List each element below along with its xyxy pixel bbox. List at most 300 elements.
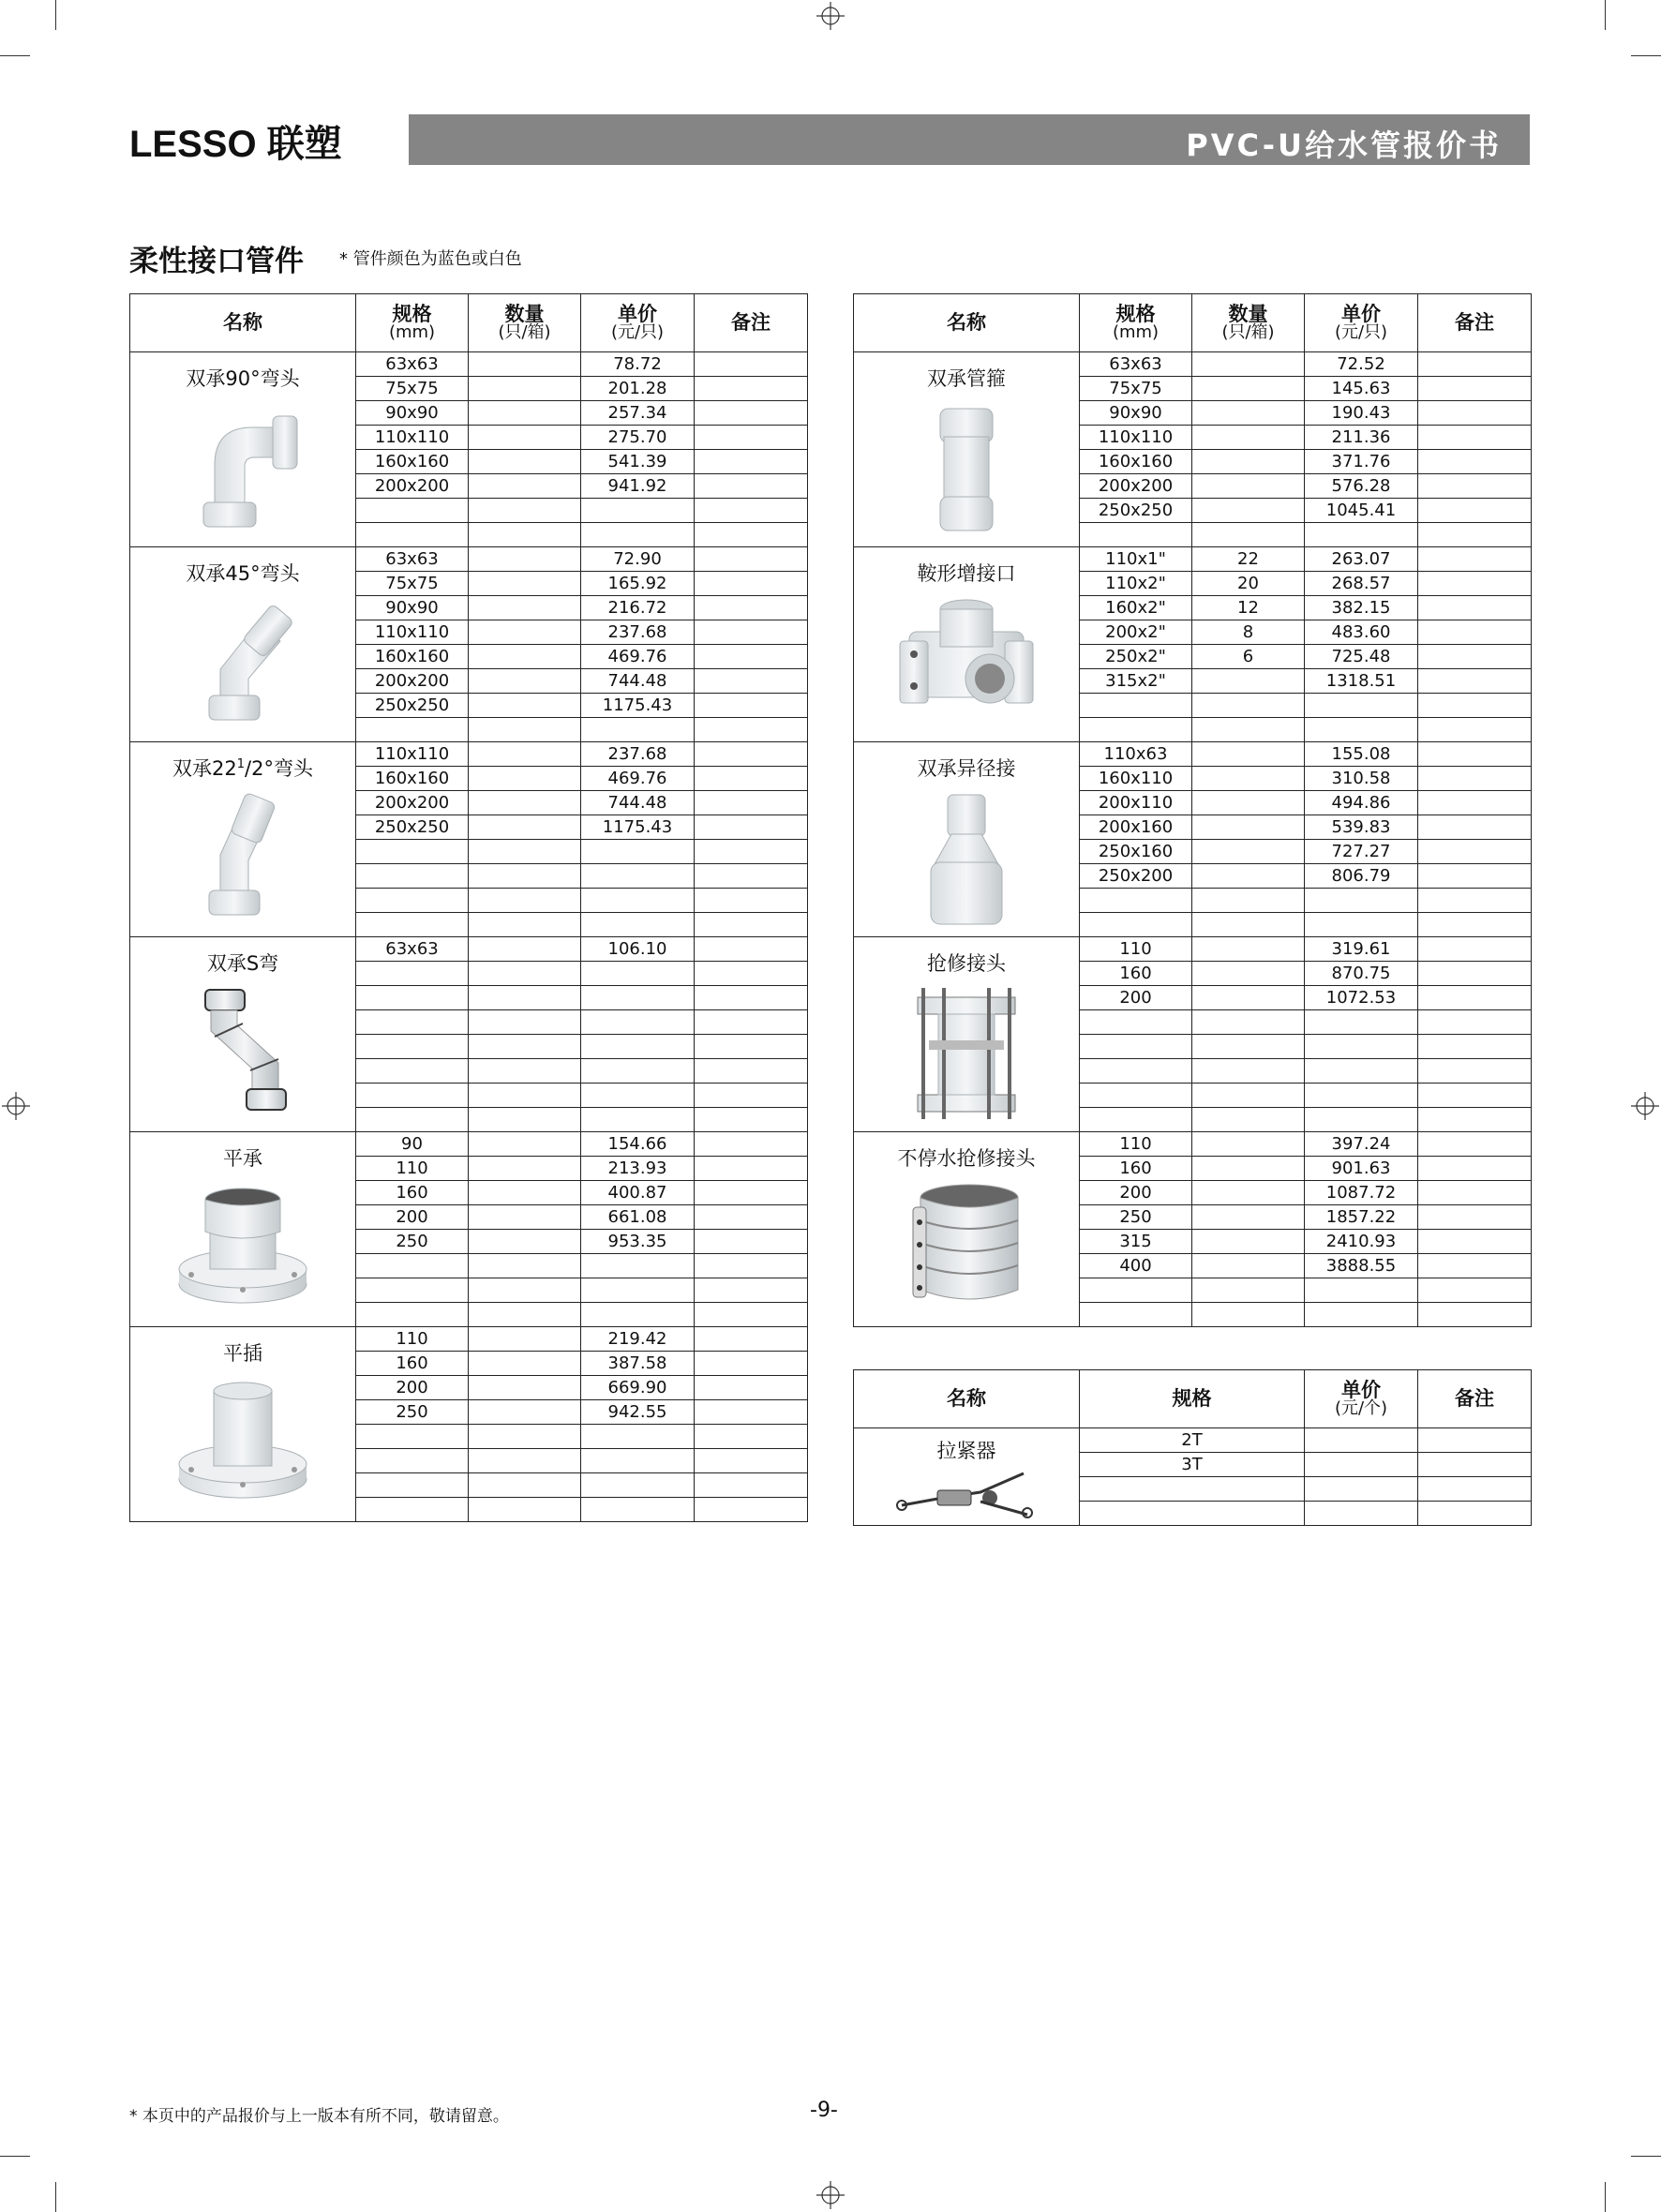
qty-cell	[1192, 718, 1305, 742]
price-cell	[581, 499, 695, 523]
qty-cell	[1192, 1157, 1305, 1181]
qty-cell	[469, 547, 581, 572]
remark-cell	[695, 401, 808, 426]
price-cell: 211.36	[1305, 426, 1418, 450]
price-cell: 257.34	[581, 401, 695, 426]
registration-mark-icon	[2, 1092, 30, 1120]
right-price-table	[853, 293, 1532, 1327]
spec-cell: 2T	[1080, 1428, 1305, 1453]
spec-cell: 160x110	[1080, 767, 1192, 791]
remark-cell	[695, 937, 808, 962]
spec-cell	[356, 986, 469, 1010]
price-cell: 953.35	[581, 1230, 695, 1254]
spec-cell: 250	[356, 1230, 469, 1254]
table-row	[854, 742, 1532, 767]
remark-cell	[695, 815, 808, 840]
qty-cell	[469, 913, 581, 937]
remark-cell	[695, 450, 808, 474]
remark-cell	[1418, 718, 1532, 742]
table-row	[854, 1428, 1532, 1453]
col-header-remark: 备注	[1418, 294, 1532, 352]
qty-cell	[1192, 450, 1305, 474]
spec-cell	[356, 1010, 469, 1035]
spec-cell	[1080, 523, 1192, 547]
col-header-price: 单价 (元/只)	[1305, 294, 1418, 352]
qty-cell	[1192, 1108, 1305, 1132]
remark-cell	[695, 1400, 808, 1425]
spec-cell: 160	[356, 1352, 469, 1376]
qty-cell	[469, 937, 581, 962]
price-cell	[581, 1254, 695, 1278]
remark-cell	[695, 547, 808, 572]
price-cell: 806.79	[1305, 864, 1418, 889]
spec-cell: 110	[356, 1327, 469, 1352]
price-cell	[581, 1010, 695, 1035]
col-header-name: 名称	[854, 1370, 1080, 1428]
spec-cell: 160	[1080, 1157, 1192, 1181]
col-header-price: 单价 (元/个)	[1305, 1370, 1418, 1428]
price-cell: 213.93	[581, 1157, 695, 1181]
table-row	[854, 547, 1532, 572]
product-cell	[130, 1132, 356, 1327]
qty-cell	[1192, 1254, 1305, 1278]
price-cell: 237.68	[581, 742, 695, 767]
price-cell: 382.15	[1305, 596, 1418, 620]
price-cell: 145.63	[1305, 377, 1418, 401]
price-cell: 469.76	[581, 767, 695, 791]
banner-title: PVC-U给水管报价书	[1186, 127, 1502, 163]
qty-cell	[1192, 840, 1305, 864]
qty-cell	[469, 742, 581, 767]
spec-cell: 200x200	[356, 474, 469, 499]
price-cell	[1305, 1108, 1418, 1132]
price-cell	[581, 1084, 695, 1108]
flange-spigot-icon	[130, 1374, 355, 1509]
spec-cell: 315x2"	[1080, 669, 1192, 694]
price-cell	[1305, 694, 1418, 718]
price-cell	[1305, 1502, 1418, 1526]
qty-cell	[469, 1254, 581, 1278]
spec-cell: 160	[1080, 962, 1192, 986]
spec-cell: 160x160	[356, 767, 469, 791]
spec-cell	[356, 1278, 469, 1303]
registration-mark-icon	[816, 2, 845, 30]
remark-cell	[695, 1303, 808, 1327]
spec-cell: 63x63	[356, 352, 469, 377]
remark-cell	[695, 620, 808, 645]
remark-cell	[695, 1181, 808, 1205]
col-header-remark: 备注	[1418, 1370, 1532, 1428]
remark-cell	[695, 669, 808, 694]
qty-cell	[469, 840, 581, 864]
remark-cell	[695, 1327, 808, 1352]
qty-cell: 12	[1192, 596, 1305, 620]
spec-cell	[356, 1425, 469, 1449]
remark-cell	[1418, 645, 1532, 669]
spec-cell	[356, 962, 469, 986]
price-cell: 539.83	[1305, 815, 1418, 840]
left-price-table	[129, 293, 808, 1522]
qty-cell	[469, 1498, 581, 1522]
qty-cell	[469, 499, 581, 523]
price-cell: 541.39	[581, 450, 695, 474]
price-cell: 400.87	[581, 1181, 695, 1205]
remark-cell	[695, 1352, 808, 1376]
price-cell: 494.86	[1305, 791, 1418, 815]
product-cell	[854, 742, 1080, 937]
spec-cell: 90x90	[356, 401, 469, 426]
price-cell	[581, 1425, 695, 1449]
qty-cell	[469, 1132, 581, 1157]
spec-cell: 200x200	[356, 669, 469, 694]
table-row	[130, 742, 808, 767]
price-cell: 268.57	[1305, 572, 1418, 596]
price-cell: 3888.55	[1305, 1254, 1418, 1278]
qty-cell	[1192, 1181, 1305, 1205]
col-header-qty: 数量 (只/箱)	[469, 294, 581, 352]
coupling-icon	[854, 399, 1079, 544]
qty-cell	[1192, 1303, 1305, 1327]
crop-mark	[55, 2182, 56, 2212]
remark-cell	[1418, 864, 1532, 889]
remark-cell	[695, 596, 808, 620]
section-note: * 管件颜色为蓝色或白色	[339, 249, 522, 269]
price-cell: 1857.22	[1305, 1205, 1418, 1230]
qty-cell	[1192, 669, 1305, 694]
table-header-row	[854, 1370, 1532, 1428]
spec-cell: 250x200	[1080, 864, 1192, 889]
qty-cell	[1192, 499, 1305, 523]
remark-cell	[1418, 1181, 1532, 1205]
elbow-90-icon	[130, 399, 355, 534]
price-cell: 72.52	[1305, 352, 1418, 377]
table-header-row	[854, 294, 1532, 352]
remark-cell	[1418, 1132, 1532, 1157]
price-cell: 1318.51	[1305, 669, 1418, 694]
remark-cell	[1418, 1278, 1532, 1303]
spec-cell	[356, 1498, 469, 1522]
spec-cell: 75x75	[1080, 377, 1192, 401]
price-cell: 106.10	[581, 937, 695, 962]
qty-cell	[469, 596, 581, 620]
qty-cell	[469, 401, 581, 426]
remark-cell	[1418, 1303, 1532, 1327]
crop-mark	[0, 2156, 30, 2157]
spec-cell	[1080, 694, 1192, 718]
qty-cell	[1192, 426, 1305, 450]
spec-cell: 200	[356, 1205, 469, 1230]
qty-cell	[469, 1035, 581, 1059]
remark-cell	[1418, 426, 1532, 450]
remark-cell	[1418, 986, 1532, 1010]
col-header-remark: 备注	[695, 294, 808, 352]
product-name: 双承异径接	[917, 757, 1016, 780]
spec-cell: 63x63	[1080, 352, 1192, 377]
remark-cell	[695, 499, 808, 523]
price-cell	[581, 986, 695, 1010]
price-cell: 263.07	[1305, 547, 1418, 572]
qty-cell	[1192, 694, 1305, 718]
price-cell	[1305, 1084, 1418, 1108]
price-cell	[1305, 1035, 1418, 1059]
spec-cell	[1080, 1059, 1192, 1084]
price-cell	[1305, 718, 1418, 742]
remark-cell	[1418, 1035, 1532, 1059]
remark-cell	[695, 645, 808, 669]
spec-cell: 110	[1080, 937, 1192, 962]
qty-cell	[1192, 767, 1305, 791]
spec-cell: 250x250	[1080, 499, 1192, 523]
product-cell	[130, 937, 356, 1132]
spec-cell	[356, 1303, 469, 1327]
price-cell: 870.75	[1305, 962, 1418, 986]
product-cell	[854, 937, 1080, 1132]
price-cell	[581, 1278, 695, 1303]
crop-mark	[1631, 55, 1661, 56]
spec-cell	[1080, 718, 1192, 742]
reducer-icon	[854, 789, 1079, 934]
qty-cell	[469, 1425, 581, 1449]
qty-cell	[469, 450, 581, 474]
remark-cell	[1418, 1010, 1532, 1035]
crop-mark	[55, 0, 56, 30]
price-cell	[581, 1108, 695, 1132]
qty-cell	[469, 426, 581, 450]
price-cell: 1045.41	[1305, 499, 1418, 523]
price-cell: 219.42	[581, 1327, 695, 1352]
product-cell	[854, 1428, 1080, 1526]
remark-cell	[1418, 937, 1532, 962]
remark-cell	[695, 913, 808, 937]
spec-cell	[356, 718, 469, 742]
table-header-row	[130, 294, 808, 352]
qty-cell	[469, 377, 581, 401]
qty-cell	[469, 864, 581, 889]
product-name: 平插	[223, 1342, 262, 1365]
price-cell: 744.48	[581, 669, 695, 694]
price-cell: 669.90	[581, 1376, 695, 1400]
qty-cell	[469, 962, 581, 986]
qty-cell	[469, 523, 581, 547]
qty-cell	[1192, 1059, 1305, 1084]
remark-cell	[1418, 596, 1532, 620]
remark-cell	[1418, 669, 1532, 694]
spec-cell: 200x2"	[1080, 620, 1192, 645]
crop-mark	[1605, 2182, 1606, 2212]
price-cell: 371.76	[1305, 450, 1418, 474]
col-header-spec: 规格	[1080, 1370, 1305, 1428]
qty-cell	[1192, 1132, 1305, 1157]
spec-cell	[356, 889, 469, 913]
spec-cell	[1080, 1084, 1192, 1108]
qty-cell	[469, 1059, 581, 1084]
spec-cell: 110x1"	[1080, 547, 1192, 572]
qty-cell	[469, 1376, 581, 1400]
table-row	[130, 352, 808, 377]
spec-cell: 63x63	[356, 937, 469, 962]
spec-cell	[356, 840, 469, 864]
qty-cell	[469, 645, 581, 669]
spec-cell: 110x110	[356, 620, 469, 645]
spec-cell	[356, 864, 469, 889]
qty-cell	[1192, 986, 1305, 1010]
remark-cell	[1418, 499, 1532, 523]
spec-cell	[1080, 1278, 1192, 1303]
spec-cell: 400	[1080, 1254, 1192, 1278]
spec-cell	[1080, 889, 1192, 913]
price-cell	[581, 913, 695, 937]
qty-cell	[469, 718, 581, 742]
qty-cell	[469, 1327, 581, 1352]
qty-cell	[1192, 474, 1305, 499]
spec-cell: 110x110	[356, 426, 469, 450]
remark-cell	[695, 426, 808, 450]
spec-cell: 3T	[1080, 1453, 1305, 1477]
tensioner-icon	[854, 1464, 1079, 1524]
qty-cell	[469, 1278, 581, 1303]
remark-cell	[1418, 889, 1532, 913]
price-cell: 1175.43	[581, 694, 695, 718]
price-cell	[581, 962, 695, 986]
qty-cell	[1192, 1010, 1305, 1035]
spec-cell	[1080, 1010, 1192, 1035]
remark-cell	[695, 1205, 808, 1230]
qty-cell	[469, 1010, 581, 1035]
spec-cell	[356, 1108, 469, 1132]
price-cell: 2410.93	[1305, 1230, 1418, 1254]
remark-cell	[695, 962, 808, 986]
spec-cell: 315	[1080, 1230, 1192, 1254]
qty-cell	[469, 572, 581, 596]
qty-cell	[469, 889, 581, 913]
price-cell	[581, 1303, 695, 1327]
remark-cell	[1418, 474, 1532, 499]
spec-cell	[1080, 1035, 1192, 1059]
spec-cell	[356, 1059, 469, 1084]
remark-cell	[695, 1059, 808, 1084]
spec-cell: 200x110	[1080, 791, 1192, 815]
table-row	[130, 1132, 808, 1157]
price-cell	[581, 889, 695, 913]
spec-cell: 200x160	[1080, 815, 1192, 840]
price-cell	[1305, 1059, 1418, 1084]
remark-cell	[695, 1157, 808, 1181]
product-cell	[854, 547, 1080, 742]
price-cell	[581, 1059, 695, 1084]
footnote: * 本页中的产品报价与上一版本有所不同，敬请留意。	[129, 2107, 509, 2126]
remark-cell	[695, 986, 808, 1010]
spec-cell: 63x63	[356, 547, 469, 572]
price-cell: 1087.72	[1305, 1181, 1418, 1205]
spec-cell	[356, 1254, 469, 1278]
price-cell	[581, 1449, 695, 1473]
price-cell	[1305, 889, 1418, 913]
remark-cell	[695, 767, 808, 791]
remark-cell	[1418, 450, 1532, 474]
remark-cell	[695, 1035, 808, 1059]
qty-cell	[469, 1205, 581, 1230]
remark-cell	[695, 1254, 808, 1278]
price-cell	[581, 718, 695, 742]
qty-cell	[469, 352, 581, 377]
qty-cell	[1192, 962, 1305, 986]
qty-cell	[1192, 742, 1305, 767]
registration-mark-icon	[816, 2181, 845, 2209]
price-cell: 725.48	[1305, 645, 1418, 669]
remark-cell	[695, 1132, 808, 1157]
qty-cell	[1192, 1205, 1305, 1230]
col-header-spec: 规格 (mm)	[356, 294, 469, 352]
product-name: 双承管箍	[927, 367, 1006, 390]
remark-cell	[1418, 742, 1532, 767]
remark-cell	[1418, 767, 1532, 791]
crop-mark	[0, 55, 30, 56]
price-cell	[1305, 913, 1418, 937]
table-row	[854, 352, 1532, 377]
price-cell: 727.27	[1305, 840, 1418, 864]
qty-cell	[469, 791, 581, 815]
remark-cell	[1418, 1428, 1532, 1453]
spec-cell: 110	[356, 1157, 469, 1181]
spec-cell: 250x2"	[1080, 645, 1192, 669]
remark-cell	[1418, 1059, 1532, 1084]
spec-cell	[356, 913, 469, 937]
remark-cell	[1418, 352, 1532, 377]
qty-cell	[469, 1230, 581, 1254]
remark-cell	[695, 1473, 808, 1498]
remark-cell	[695, 1108, 808, 1132]
spec-cell	[356, 523, 469, 547]
product-name: 双承$22^1/2^\circ$弯头	[172, 757, 313, 780]
s-bend-icon	[130, 984, 355, 1119]
col-header-qty: 数量 (只/箱)	[1192, 294, 1305, 352]
table-row	[130, 937, 808, 962]
remark-cell	[695, 1376, 808, 1400]
remark-cell	[695, 840, 808, 864]
price-cell: 744.48	[581, 791, 695, 815]
price-cell: 901.63	[1305, 1157, 1418, 1181]
price-cell: 201.28	[581, 377, 695, 401]
elbow-45-icon	[130, 594, 355, 729]
table-row	[854, 937, 1532, 962]
brand-logo: LESSO 联塑	[129, 124, 342, 165]
spec-cell: 90x90	[1080, 401, 1192, 426]
remark-cell	[695, 474, 808, 499]
qty-cell	[469, 474, 581, 499]
remark-cell	[1418, 791, 1532, 815]
price-cell: 237.68	[581, 620, 695, 645]
price-cell	[581, 1035, 695, 1059]
qty-cell	[1192, 1278, 1305, 1303]
price-cell	[581, 840, 695, 864]
table-row	[130, 547, 808, 572]
remark-cell	[1418, 377, 1532, 401]
col-header-name: 名称	[130, 294, 356, 352]
qty-cell	[469, 1084, 581, 1108]
qty-cell	[1192, 352, 1305, 377]
remark-cell	[695, 1498, 808, 1522]
remark-cell	[1418, 1084, 1532, 1108]
repair-joint-icon	[854, 984, 1079, 1128]
price-cell: 661.08	[581, 1205, 695, 1230]
product-name: 拉紧器	[936, 1440, 996, 1462]
remark-cell	[695, 377, 808, 401]
price-cell: 397.24	[1305, 1132, 1418, 1157]
product-cell	[130, 742, 356, 937]
qty-cell	[1192, 937, 1305, 962]
elbow-22-icon	[130, 789, 355, 924]
price-cell	[1305, 1278, 1418, 1303]
